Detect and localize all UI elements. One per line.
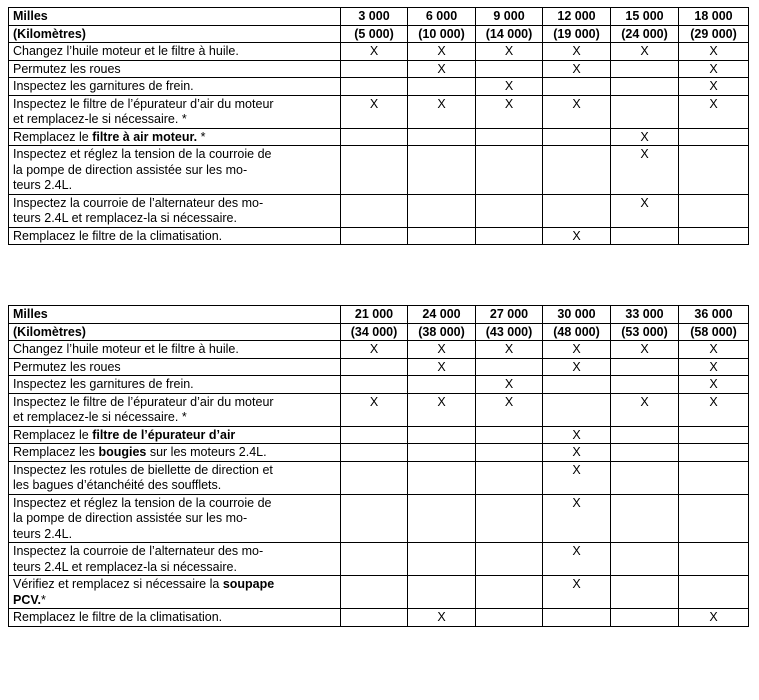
task-line [13, 163, 336, 179]
interval-mark [341, 376, 408, 394]
task-line [13, 577, 336, 593]
interval-mark: X [679, 376, 749, 394]
table-row [9, 494, 749, 543]
interval-mark: X [476, 393, 543, 426]
interval-mark [611, 461, 679, 494]
interval-mark [476, 358, 543, 376]
table-row [9, 576, 749, 609]
header-miles-cell: 21 000 [341, 306, 408, 324]
task-text: Inspectez la courroie de l’alternateur des mo- [13, 195, 264, 210]
table-row [9, 60, 749, 78]
interval-mark [341, 543, 408, 576]
header-km-cell: (38 000) [408, 323, 476, 341]
task-description [9, 78, 341, 96]
task-text: les bagues d’étanchéité des soufflets. [13, 478, 222, 492]
task-text: la pompe de direction assistée sur les mo- [13, 162, 248, 177]
interval-mark: X [543, 444, 611, 462]
header-km-cell: (24 000) [611, 25, 679, 43]
interval-mark [611, 426, 679, 444]
header-miles-cell: 15 000 [611, 8, 679, 26]
task-line [13, 445, 336, 461]
task-text: Vérifiez et remplacez si nécessaire la [13, 577, 223, 591]
interval-mark: X [476, 78, 543, 96]
task-description [9, 393, 341, 426]
table-row [9, 426, 749, 444]
task-text: Inspectez et réglez la tension de la courroie de [13, 147, 272, 161]
task-text: Remplacez le filtre de la climatisation. [13, 228, 223, 243]
task-line [13, 496, 336, 512]
interval-mark [543, 146, 611, 195]
task-line [13, 79, 336, 95]
table-row [9, 194, 749, 227]
interval-mark [341, 128, 408, 146]
task-text: Inspectez la courroie de l’alternateur des mo- [13, 544, 264, 558]
header-miles-cell: 18 000 [679, 8, 749, 26]
interval-mark [408, 146, 476, 195]
interval-mark [611, 444, 679, 462]
interval-mark [408, 461, 476, 494]
interval-mark: X [679, 95, 749, 128]
task-text: * [41, 592, 46, 607]
task-line [13, 130, 336, 146]
interval-mark [611, 609, 679, 627]
interval-mark [408, 78, 476, 96]
task-text: Changez l’huile moteur et le filtre à huile. [13, 342, 239, 356]
table-row [9, 444, 749, 462]
interval-mark [408, 543, 476, 576]
interval-mark [341, 60, 408, 78]
table-row [9, 341, 749, 359]
interval-mark [341, 494, 408, 543]
interval-mark [341, 194, 408, 227]
interval-mark [408, 576, 476, 609]
header-row-km [9, 25, 749, 43]
table-row [9, 95, 749, 128]
interval-mark [341, 146, 408, 195]
task-line [13, 463, 336, 479]
interval-mark [341, 576, 408, 609]
interval-mark: X [543, 60, 611, 78]
task-line [13, 360, 336, 376]
header-miles-cell: 9 000 [476, 8, 543, 26]
interval-mark [679, 444, 749, 462]
interval-mark: X [543, 426, 611, 444]
task-text: teurs 2.4L. [13, 526, 73, 541]
header-row-miles [9, 306, 749, 324]
task-description [9, 194, 341, 227]
interval-mark [476, 426, 543, 444]
interval-mark [611, 494, 679, 543]
header-miles-cell: 27 000 [476, 306, 543, 324]
interval-mark [611, 358, 679, 376]
interval-mark: X [679, 341, 749, 359]
interval-mark [476, 461, 543, 494]
interval-mark [543, 376, 611, 394]
header-miles-cell: 12 000 [543, 8, 611, 26]
interval-mark: X [611, 43, 679, 61]
interval-mark [476, 60, 543, 78]
task-text: * [197, 129, 206, 144]
task-description [9, 128, 341, 146]
interval-mark: X [341, 393, 408, 426]
interval-mark: X [408, 393, 476, 426]
interval-mark: X [679, 60, 749, 78]
interval-mark [408, 128, 476, 146]
interval-mark: X [543, 358, 611, 376]
interval-mark [476, 227, 543, 245]
table-row [9, 609, 749, 627]
task-description [9, 60, 341, 78]
interval-mark [408, 194, 476, 227]
interval-mark [341, 444, 408, 462]
interval-mark: X [611, 341, 679, 359]
interval-mark: X [679, 609, 749, 627]
task-line [13, 44, 336, 60]
task-text: Remplacez le [13, 427, 93, 442]
task-text: Inspectez les garnitures de frein. [13, 79, 194, 93]
interval-mark: X [543, 461, 611, 494]
task-text-bold: PCV. [13, 592, 42, 607]
interval-mark: X [679, 358, 749, 376]
interval-mark: X [476, 341, 543, 359]
table-row [9, 358, 749, 376]
task-description [9, 461, 341, 494]
interval-mark [476, 444, 543, 462]
task-description [9, 43, 341, 61]
interval-mark: X [543, 576, 611, 609]
task-description [9, 426, 341, 444]
task-description [9, 609, 341, 627]
interval-mark [679, 461, 749, 494]
interval-mark [679, 128, 749, 146]
task-description [9, 376, 341, 394]
task-line [13, 229, 336, 245]
task-text: Inspectez le filtre de l’épurateur d’air du moteur [13, 96, 274, 111]
header-km-cell: (43 000) [476, 323, 543, 341]
task-line [13, 527, 336, 543]
interval-mark: X [408, 609, 476, 627]
task-description [9, 227, 341, 245]
header-row-miles [9, 8, 749, 26]
interval-mark: X [408, 43, 476, 61]
task-text-bold: filtre de l’épurateur d’air [92, 427, 236, 442]
interval-mark: X [341, 95, 408, 128]
interval-mark: X [408, 60, 476, 78]
header-label-miles: Milles [9, 8, 341, 26]
interval-mark [679, 543, 749, 576]
header-km-cell: (5 000) [341, 25, 408, 43]
task-line [13, 211, 336, 227]
task-description [9, 341, 341, 359]
header-miles-cell: 3 000 [341, 8, 408, 26]
task-text: Permutez les roues [13, 61, 121, 76]
interval-mark: X [543, 341, 611, 359]
interval-mark: X [611, 128, 679, 146]
interval-mark [611, 78, 679, 96]
task-description [9, 543, 341, 576]
header-label-km: (Kilomètres) [9, 323, 341, 341]
task-description [9, 494, 341, 543]
interval-mark [476, 146, 543, 195]
task-line [13, 395, 336, 411]
interval-mark: X [476, 43, 543, 61]
task-text: Inspectez les garnitures de frein. [13, 377, 194, 391]
table-row [9, 376, 749, 394]
task-text: la pompe de direction assistée sur les mo- [13, 511, 248, 525]
task-text: Inspectez et réglez la tension de la courroie de [13, 495, 272, 510]
table-row [9, 393, 749, 426]
interval-mark: X [611, 146, 679, 195]
task-text: Inspectez les rotules de biellette de direction et [13, 462, 273, 477]
interval-mark [341, 609, 408, 627]
task-line [13, 610, 336, 626]
interval-mark: X [543, 543, 611, 576]
interval-mark [611, 227, 679, 245]
header-km-cell: (34 000) [341, 323, 408, 341]
interval-mark: X [611, 393, 679, 426]
interval-mark [341, 78, 408, 96]
interval-mark: X [408, 95, 476, 128]
task-line [13, 342, 336, 358]
interval-mark [679, 494, 749, 543]
interval-mark [611, 60, 679, 78]
interval-mark: X [341, 43, 408, 61]
interval-mark: X [476, 95, 543, 128]
interval-mark [543, 194, 611, 227]
header-label-km: (Kilomètres) [9, 25, 341, 43]
header-km-cell: (58 000) [679, 323, 749, 341]
interval-mark: X [543, 227, 611, 245]
task-text: Remplacez les [13, 445, 99, 459]
interval-mark [341, 227, 408, 245]
interval-mark [679, 426, 749, 444]
task-description [9, 576, 341, 609]
header-km-cell: (14 000) [476, 25, 543, 43]
task-line [13, 593, 336, 609]
task-line [13, 196, 336, 212]
interval-mark: X [543, 494, 611, 543]
interval-mark [611, 576, 679, 609]
table-row [9, 227, 749, 245]
task-description [9, 358, 341, 376]
task-line [13, 428, 336, 444]
interval-mark: X [679, 43, 749, 61]
task-text-bold: bougies [98, 445, 147, 459]
task-text: Remplacez le filtre de la climatisation. [13, 610, 223, 624]
interval-mark [611, 543, 679, 576]
interval-mark [679, 194, 749, 227]
task-line [13, 478, 336, 494]
table-row [9, 78, 749, 96]
task-line [13, 97, 336, 113]
task-line [13, 544, 336, 560]
interval-mark: X [543, 43, 611, 61]
interval-mark [679, 146, 749, 195]
table-row [9, 543, 749, 576]
table-row [9, 43, 749, 61]
header-miles-cell: 6 000 [408, 8, 476, 26]
task-line [13, 112, 336, 128]
header-km-cell: (10 000) [408, 25, 476, 43]
maintenance-table-1 [8, 7, 749, 245]
task-description [9, 95, 341, 128]
interval-mark [341, 461, 408, 494]
task-line [13, 178, 336, 194]
task-text: Remplacez le [13, 129, 93, 144]
interval-mark [543, 128, 611, 146]
table-row [9, 128, 749, 146]
task-text: teurs 2.4L. [13, 178, 73, 192]
header-row-km [9, 323, 749, 341]
header-km-cell: (53 000) [611, 323, 679, 341]
header-miles-cell: 36 000 [679, 306, 749, 324]
interval-mark [611, 376, 679, 394]
header-label-miles: Milles [9, 306, 341, 324]
interval-mark: X [543, 95, 611, 128]
table-row [9, 146, 749, 195]
interval-mark [679, 576, 749, 609]
task-text-bold: filtre à air moteur. [92, 129, 198, 144]
task-text: Permutez les roues [13, 359, 121, 374]
header-km-cell: (19 000) [543, 25, 611, 43]
task-text: Changez l’huile moteur et le filtre à huile. [13, 44, 239, 58]
task-text: et remplacez-le si nécessaire. * [13, 410, 187, 424]
interval-mark: X [408, 341, 476, 359]
header-miles-cell: 24 000 [408, 306, 476, 324]
task-description [9, 146, 341, 195]
interval-mark [679, 227, 749, 245]
interval-mark [476, 543, 543, 576]
task-line [13, 410, 336, 426]
interval-mark [476, 194, 543, 227]
task-line [13, 560, 336, 576]
interval-mark [543, 78, 611, 96]
task-text: teurs 2.4L et remplacez-la si nécessaire. [13, 559, 237, 574]
interval-mark [408, 376, 476, 394]
interval-mark: X [679, 78, 749, 96]
task-line [13, 62, 336, 78]
task-text: sur les moteurs 2.4L. [146, 445, 267, 459]
interval-mark [476, 609, 543, 627]
task-line [13, 511, 336, 527]
interval-mark: X [476, 376, 543, 394]
task-text: teurs 2.4L et remplacez-la si nécessaire. [13, 211, 237, 225]
interval-mark [408, 494, 476, 543]
interval-mark [408, 426, 476, 444]
interval-mark [543, 609, 611, 627]
interval-mark: X [679, 393, 749, 426]
task-description [9, 444, 341, 462]
interval-mark [476, 128, 543, 146]
header-miles-cell: 30 000 [543, 306, 611, 324]
header-miles-cell: 33 000 [611, 306, 679, 324]
task-text: Inspectez le filtre de l’épurateur d’air du moteur [13, 394, 274, 409]
task-line [13, 147, 336, 163]
header-km-cell: (29 000) [679, 25, 749, 43]
table-row [9, 461, 749, 494]
task-text-bold: soupape [222, 577, 275, 591]
interval-mark [408, 227, 476, 245]
interval-mark [543, 393, 611, 426]
interval-mark: X [341, 341, 408, 359]
header-km-cell: (48 000) [543, 323, 611, 341]
task-text: et remplacez-le si nécessaire. * [13, 112, 187, 126]
interval-mark [611, 95, 679, 128]
interval-mark: X [408, 358, 476, 376]
interval-mark [341, 426, 408, 444]
task-line [13, 377, 336, 393]
interval-mark: X [611, 194, 679, 227]
interval-mark [476, 494, 543, 543]
interval-mark [341, 358, 408, 376]
interval-mark [476, 576, 543, 609]
maintenance-table-2 [8, 305, 749, 627]
interval-mark [408, 444, 476, 462]
